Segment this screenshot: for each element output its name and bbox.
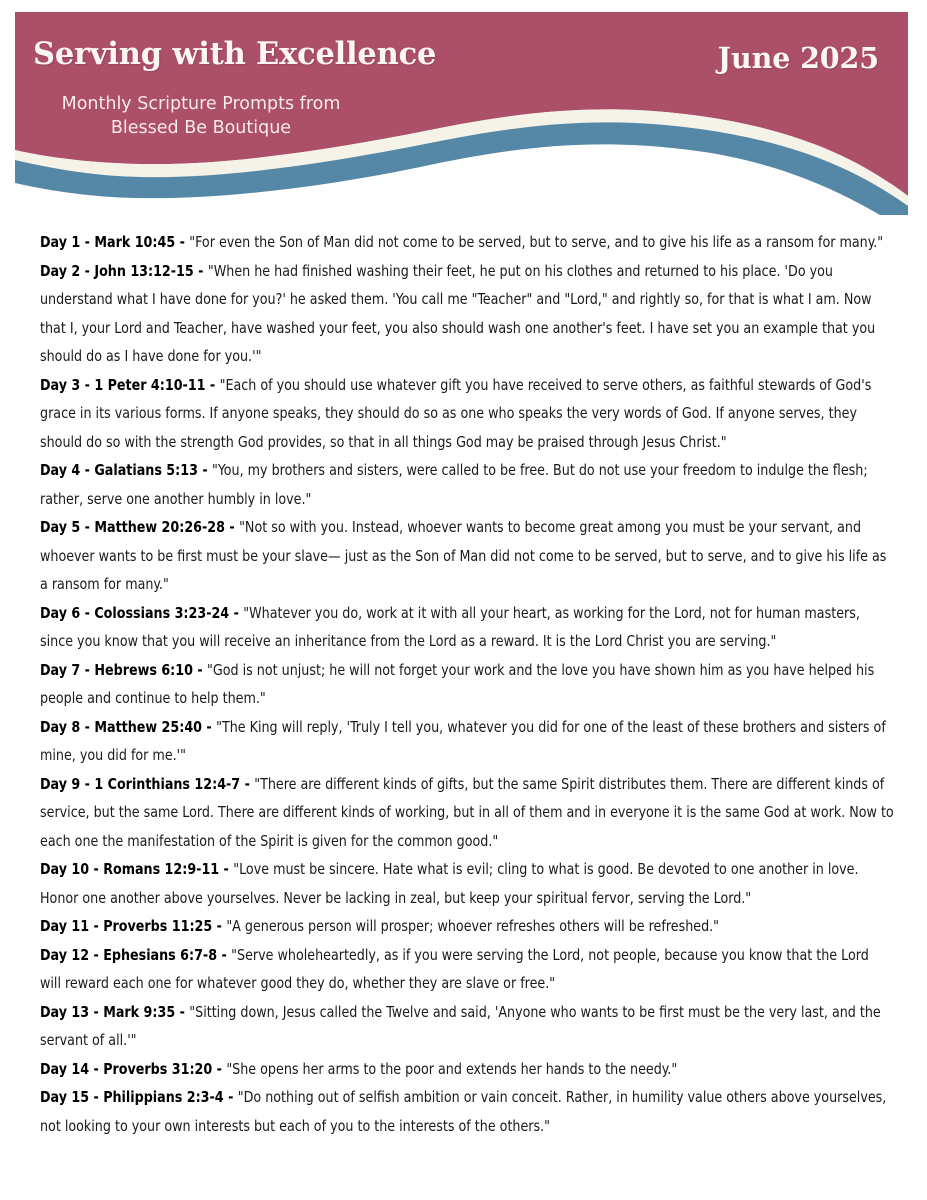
scripture-entry	[40, 456, 894, 513]
scripture-verse-text: "Sitting down, Jesus called the Twelve and said, 'Anyone who wants to be first must be the very last, and the servant of all.'"	[40, 1002, 881, 1049]
scripture-reference: Day 7 - Hebrews 6:10 -	[40, 660, 208, 679]
scripture-reference: Day 3 - 1 Peter 4:10-11 -	[40, 375, 220, 394]
scripture-verse-text: "When he had finished washing their feet, he put on his clothes and returned to his place. 'Do you understand what I have done for you?' he asked them. 'You call me "Teacher" and "Lord," and rightly so, for that is what I am. Now that I, your Lord and Teacher, have washed your feet, you also should wash one another's feet. I have set you an example that you should do as I have done for you.'"	[40, 261, 876, 365]
scripture-verse-text: "Love must be sincere. Hate what is evil; cling to what is good. Be devoted to one another in love. Honor one another above yourselves. Never be lacking in zeal, but keep your spiritual fervor, serving the Lord."	[40, 860, 859, 907]
page-header-banner	[0, 0, 927, 215]
scripture-reference: Day 13 - Mark 9:35 -	[40, 1002, 190, 1021]
scripture-entry	[40, 1055, 894, 1084]
scripture-reference: Day 11 - Proverbs 11:25 -	[40, 917, 227, 935]
scripture-entry	[40, 656, 894, 713]
subtitle-line-2: Blessed Be Boutique	[110, 118, 292, 138]
scripture-reference: Day 12 - Ephesians 6:7-8 -	[40, 945, 232, 964]
scripture-verse-text: "A generous person will prosper; whoever refreshes others will be refreshed."	[226, 917, 720, 935]
scripture-entry	[40, 998, 894, 1055]
scripture-reference: Day 15 - Philippians 2:3-4 -	[40, 1088, 238, 1106]
scripture-verse-text: "The King will reply, 'Truly I tell you, whatever you did for one of the least of these brothers and sisters of mine, you did for me.'"	[40, 717, 886, 764]
scripture-verse-text: "Serve wholeheartedly, as if you were serving the Lord, not people, because you know that the Lord will reward each one for whatever good they do, whether they are slave or free."	[40, 945, 869, 992]
scripture-reference: Day 4 - Galatians 5:13 -	[40, 461, 213, 479]
scripture-entry	[40, 941, 894, 998]
scripture-entry	[40, 257, 894, 371]
scripture-verse-text: "God is not unjust; he will not forget your work and the love you have shown him as you have helped his people and continue to help them."	[40, 660, 875, 707]
scripture-verse-text: "Do nothing out of selfish ambition or vain conceit. Rather, in humility value others above yourselves, not looking to your own interests but each of you to the interests of the others."	[40, 1088, 887, 1135]
scripture-reference: Day 8 - Matthew 25:40 -	[40, 717, 217, 736]
scripture-entry	[40, 713, 894, 770]
banner-wave-graphic	[0, 0, 927, 215]
scripture-reference: Day 9 - 1 Corinthians 12:4-7 -	[40, 774, 255, 793]
scripture-reference: Day 5 - Matthew 20:26-28 -	[40, 518, 240, 536]
scripture-verse-text: "Not so with you. Instead, whoever wants to become great among you must be your servant, and whoever wants to be first must be your slave— just as the Son of Man did not come to be served, but to serve, and to give his life as a ransom for many."	[40, 518, 887, 593]
scripture-entry	[40, 599, 894, 656]
scripture-verse-text: "There are different kinds of gifts, but the same Spirit distributes them. There are different kinds of service, but the same Lord. There are different kinds of working, but in all of them and in everyone it is the same God at work. Now to each one the manifestation of the Spirit is given for the common good."	[40, 774, 894, 850]
scripture-prompt-list	[40, 228, 894, 1140]
scripture-verse-text: "Each of you should use whatever gift you have received to serve others, as faithful stewards of God's grace in its various forms. If anyone speaks, they should do so as one who speaks the very words of God. If anyone serves, they should do so with the strength God provides, so that in all things God may be praised through Jesus Christ."	[40, 375, 872, 451]
scripture-reference: Day 14 - Proverbs 31:20 -	[40, 1059, 227, 1078]
scripture-entry	[40, 855, 894, 912]
issue-date: June 2025	[717, 41, 879, 75]
scripture-reference: Day 10 - Romans 12:9-11 -	[40, 860, 234, 878]
scripture-entry	[40, 228, 894, 257]
scripture-entry	[40, 513, 894, 599]
scripture-verse-text: "You, my brothers and sisters, were called to be free. But do not use your freedom to indulge the flesh; rather, serve one another humbly in love."	[40, 461, 868, 508]
scripture-verse-text: "She opens her arms to the poor and extends her hands to the needy."	[226, 1059, 678, 1078]
scripture-entry	[40, 770, 894, 856]
scripture-entry	[40, 912, 894, 941]
scripture-reference: Day 1 - Mark 10:45 -	[40, 233, 190, 251]
scripture-verse-text: "For even the Son of Man did not come to be served, but to serve, and to give his life as a ransom for many."	[189, 233, 884, 251]
scripture-reference: Day 6 - Colossians 3:23-24 -	[40, 603, 244, 622]
scripture-entry	[40, 1083, 894, 1140]
scripture-entry	[40, 371, 894, 457]
scripture-reference: Day 2 - John 13:12-15 -	[40, 261, 208, 280]
scripture-verse-text: "Whatever you do, work at it with all your heart, as working for the Lord, not for human masters, since you know that you will receive an inheritance from the Lord as a reward. It is the Lord Christ you are serving."	[40, 603, 860, 650]
page-title: Serving with Excellence	[33, 36, 437, 72]
subtitle-line-1: Monthly Scripture Prompts from	[61, 94, 341, 114]
